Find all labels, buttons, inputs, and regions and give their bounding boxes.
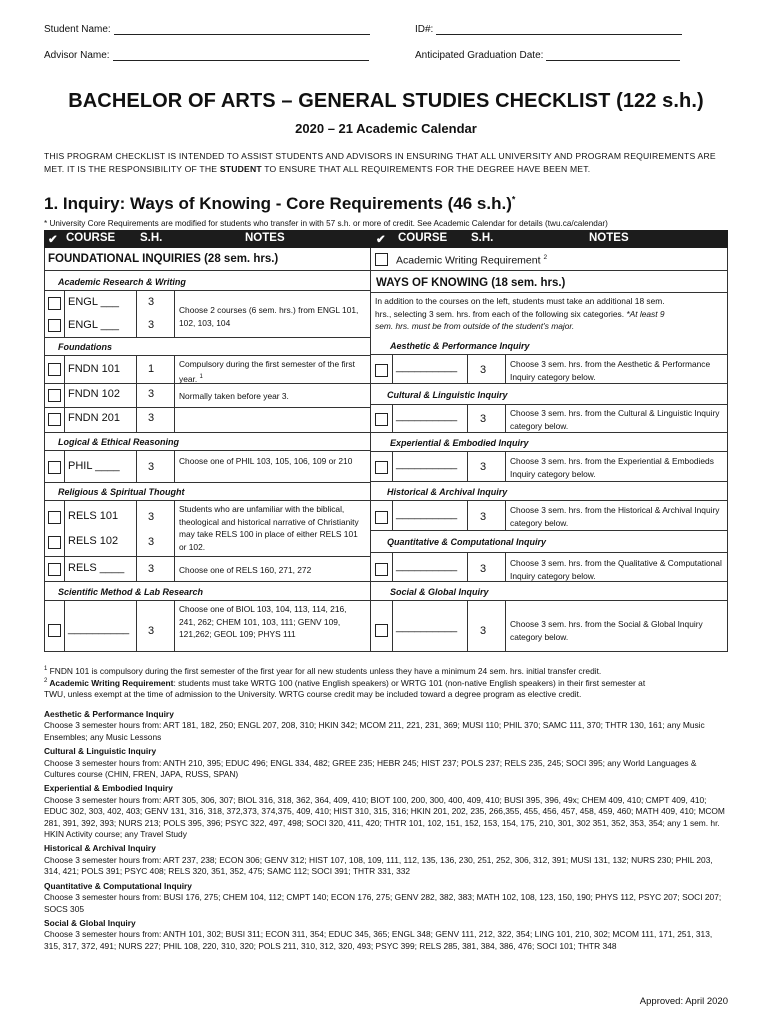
graduation-date-label: Anticipated Graduation Date: <box>415 50 544 61</box>
sh-header-right: S.H. <box>471 232 494 244</box>
fndn201-checkbox[interactable] <box>48 413 61 426</box>
historical-sh: 3 <box>480 511 487 523</box>
section-note: * University Core Requirements are modified for students who transfer in with 57 s.h. or more of credit. See Academic Calendar for details (twu.ca/calendar) <box>44 219 608 228</box>
social-global-sh: 3 <box>480 625 487 637</box>
rels102-course: RELS 102 <box>68 535 119 547</box>
phil-course[interactable]: PHIL ____ <box>68 460 120 472</box>
list-item: Historical & Archival Inquiry Choose 3 semester hours from: ART 237, 238; ECON 306; GENV 312; HIST 107, 108, 109, 111, 112, 135, 136, 230, 251, 252, 306, 312, 391; MUSI 131, 132; NURS 230; PHIL 203, 314, 421; POLS 391; PSYC 408; RELS 320, 351, 352, 475; SAMC 112; SOCI 391; THTR 331, 332 <box>44 843 713 877</box>
quantitative-checkbox[interactable] <box>375 563 388 576</box>
fndn201-course: FNDN 201 <box>68 412 120 424</box>
social-global-checkbox[interactable] <box>375 624 388 637</box>
quantitative-sh: 3 <box>480 563 487 575</box>
list-item: Social & Global Inquiry Choose 3 semester hours from: ANTH 101, 302; BUSI 311; ECON 311, 354; EDUC 345, 365; ENGL 348; GENV 111, 212, 322, 354; LING 101, 210, 302; MCOM 111, 171, 251, 313, 315, 317, 372, 491; NURS 227; PHIL 108, 220, 310, 320; POLS 211, 310, 312, 320, 493; PSYC 399; RELS 285, 381, 384, 386, 476; SOCI 101; THTR 348 <box>44 917 713 951</box>
check-header-icon: ✔ <box>48 234 58 246</box>
phil-note: Choose one of PHIL 103, 105, 106, 109 or 210 <box>179 456 353 466</box>
rels-elective-sh: 3 <box>148 563 155 575</box>
sh-header: S.H. <box>140 232 163 244</box>
page-title: BACHELOR OF ARTS – GENERAL STUDIES CHECKLIST (122 s.h.) <box>68 90 704 112</box>
list-item: Experiential & Embodied Inquiry Choose 3 semester hours from: ART 305, 306, 307; BIOL 316, 318, 362, 364, 409, 410; BIOT 100, 200, 300, 400, 409, 410; BUSI 395, 396, 49x; CHEM 409, 410; CMPT 409, 410; EDUC 302, 303, 402, 403; GENV 131, 316, 318, 372,373, 374,375, 409, 410; HIST 310, 315, 316; HKIN 201, 202, 235, 266,355, 455, 456, 457, 458, 459, 460; MATH 409, 410; MCOM 281, 391, 392, 393; NURS 213; POLS 395, 396; PSYC 322, 497, 498; SOCI 320, 411, 420; THTR 101, 102, 151, 152, 153, 154, 175, 210, 301, 302 351, 352, 353, 354; any 1 sem. hr. HKIN Activity course; any Travel Study <box>44 783 725 840</box>
experiential-course[interactable]: __________ <box>396 458 458 470</box>
quantitative-course[interactable]: __________ <box>396 560 458 572</box>
rels-elective-course[interactable]: RELS ____ <box>68 562 125 574</box>
notes-header-right: NOTES <box>589 232 629 244</box>
awr-checkbox[interactable] <box>375 253 388 266</box>
rels-elective-note: Choose one of RELS 160, 271, 272 <box>179 565 312 575</box>
rels102-checkbox[interactable] <box>48 536 61 549</box>
advisor-name-label: Advisor Name: <box>44 50 110 61</box>
course-header-right: COURSE <box>398 232 448 244</box>
quantitative-note: Choose 3 sem. hrs. from the Qualitative & Computational Inquiry category below. <box>510 558 722 581</box>
intro-line-1: THIS PROGRAM CHECKLIST IS INTENDED TO ASSIST STUDENTS AND ADVISORS IN ENSURING THAT ALL UNIVERSITY AND PROGRAM REQUIREMENTS ARE <box>44 151 716 161</box>
checklist-page <box>44 0 728 1024</box>
approved-date: Approved: April 2020 <box>639 996 728 1007</box>
phil-sh: 3 <box>148 461 155 473</box>
experiential-checkbox[interactable] <box>375 461 388 474</box>
historical-heading: Historical & Archival Inquiry <box>387 487 508 497</box>
graduation-date-field[interactable] <box>415 50 680 61</box>
rels101-course: RELS 101 <box>68 510 119 522</box>
rels101-sh: 3 <box>148 511 155 523</box>
footnote-1: $^1$ FNDN 101 is compulsory during the first semester of the first year for all new students unless they have a minimum 24 sem. hrs. initial transfer credit. <box>44 665 602 676</box>
experiential-heading: Experiential & Embodied Inquiry <box>390 438 529 448</box>
aesthetic-sh: 3 <box>480 364 487 376</box>
fndn201-sh: 3 <box>148 412 155 424</box>
engl-1-checkbox[interactable] <box>48 297 61 310</box>
fndn101-sh: 1 <box>148 363 155 375</box>
student-name-field[interactable] <box>44 24 370 35</box>
list-item: Quantitative & Computational Inquiry Choose 3 semester hours from: BUSI 176, 275; CHEM 104, 112; CMPT 140; ECON 176, 275; GENV 282, 382, 383; MATH 102, 108, 123, 150, 190; PHYS 112, PSYC 207; SOCI 207; SOCS 305 <box>44 880 722 914</box>
check-header-icon-right: ✔ <box>376 234 386 246</box>
list-item: Cultural & Linguistic Inquiry Choose 3 semester hours from: ANTH 210, 395; EDUC 496; ENGL 334, 482; GREE 235; HEBR 245; HIST 237; POLS 237; RELS 235, 245; SOCI 395; any World Languages & Cultures course (CHIN, FREN, JAPA, RUSS, SPAN) <box>44 746 697 780</box>
aesthetic-note: Choose 3 sem. hrs. from the Aesthetic & Performance Inquiry category below. <box>510 359 711 382</box>
engl-1-sh: 3 <box>148 296 155 308</box>
experiential-note: Choose 3 sem. hrs. from the Experiential & Embodieds Inquiry category below. <box>510 456 714 479</box>
experiential-sh: 3 <box>480 461 487 473</box>
engl-1-course[interactable]: ENGL ___ <box>68 296 119 308</box>
historical-course[interactable]: __________ <box>396 508 458 520</box>
cultural-sh: 3 <box>480 413 487 425</box>
footnote-2: $^2$ Academic Writing Requirement: students must take WRTG 100 (native English speakers) or WRTG 101 (non-native English speakers) in their first semester at TWU, unless exempt at the time of admission to the University. WRTG course credit may be included toward a degree program as elective credit. <box>44 677 646 700</box>
foundational-inquiries-heading: FOUNDATIONAL INQUIRIES (28 sem. hrs.) <box>48 253 279 265</box>
cultural-checkbox[interactable] <box>375 413 388 426</box>
fndn102-note: Normally taken before year 3. <box>179 391 289 401</box>
intro-text <box>44 150 728 176</box>
science-sh: 3 <box>148 625 155 637</box>
aesthetic-course[interactable]: __________ <box>396 361 458 373</box>
foundations-heading: Foundations <box>58 342 112 352</box>
historical-note: Choose 3 sem. hrs. from the Historical & Archival Inquiry category below. <box>510 505 720 528</box>
id-field[interactable] <box>415 24 682 35</box>
aesthetic-checkbox[interactable] <box>375 364 388 377</box>
notes-header: NOTES <box>245 232 285 244</box>
phil-checkbox[interactable] <box>48 461 61 474</box>
fndn101-note: Compulsory during the first semester of the first year. $^1$ <box>179 359 355 384</box>
id-label: ID#: <box>415 24 434 35</box>
social-global-course[interactable]: __________ <box>396 621 458 633</box>
cultural-course[interactable]: __________ <box>396 410 458 422</box>
awr-label: Academic Writing Requirement $^2$ <box>396 254 548 267</box>
list-item: Aesthetic & Performance Inquiry Choose 3 semester hours from: ART 181, 182, 250; ENGL 207, 208, 310; HKIN 342; MCOM 211, 221, 231, 369; MUSI 110; PHIL 370; SAMC 111, 370; THTR 130, 161; any Music Ensembles; any Music Lessons <box>44 709 705 742</box>
academic-research-heading: Academic Research & Writing <box>58 277 186 287</box>
science-checkbox[interactable] <box>48 624 61 637</box>
fndn101-checkbox[interactable] <box>48 363 61 376</box>
fndn101-course: FNDN 101 <box>68 363 120 375</box>
course-header: COURSE <box>66 232 116 244</box>
scientific-method-heading: Scientific Method & Lab Research <box>58 587 204 597</box>
social-global-note: Choose 3 sem. hrs. from the Social & Global Inquiry category below. <box>510 619 703 642</box>
page-subtitle: 2020 – 21 Academic Calendar <box>295 121 477 136</box>
ways-of-knowing-heading: WAYS OF KNOWING (18 sem. hrs.) <box>376 277 566 289</box>
logical-ethical-heading: Logical & Ethical Reasoning <box>58 437 180 447</box>
religious-spiritual-heading: Religious & Spiritual Thought <box>58 487 185 497</box>
fndn102-sh: 3 <box>148 388 155 400</box>
table-header <box>44 230 728 248</box>
rels101-checkbox[interactable] <box>48 511 61 524</box>
quantitative-heading: Quantitative & Computational Inquiry <box>387 537 547 547</box>
science-note: Choose one of BIOL 103, 104, 113, 114, 216, 241, 262; CHEM 101, 103, 111; GENV 109, 121,262; GEOL 109; PHYS 111 <box>179 604 347 639</box>
social-global-heading: Social & Global Inquiry <box>390 587 489 597</box>
rels102-sh: 3 <box>148 536 155 548</box>
advisor-name-field[interactable] <box>44 50 369 61</box>
engl-2-sh: 3 <box>148 319 155 331</box>
category-course-lists <box>44 706 728 952</box>
cultural-heading: Cultural & Linguistic Inquiry <box>387 390 508 400</box>
fndn102-checkbox[interactable] <box>48 389 61 402</box>
intro-line-2: MET. IT IS THE RESPONSIBILITY OF THE STUDENT TO ENSURE THAT ALL REQUIREMENTS FOR THE DEGREE HAVE BEEN MET. <box>44 164 591 174</box>
engl-note: Choose 2 courses (6 sem. hrs.) from ENGL 101, 102, 103, 104 <box>179 305 359 328</box>
cultural-note: Choose 3 sem. hrs. from the Cultural & Linguistic Inquiry category below. <box>510 408 720 431</box>
fndn102-course: FNDN 102 <box>68 388 120 400</box>
engl-2-checkbox[interactable] <box>48 319 61 332</box>
aesthetic-heading: Aesthetic & Performance Inquiry <box>390 341 530 351</box>
student-name-label: Student Name: <box>44 24 111 35</box>
science-course[interactable]: __________ <box>68 623 130 635</box>
rels-note: Students who are unfamiliar with the biblical, theological and historical narrative of Christianity may take RELS 100 in place of either RELS 101 or 102. <box>179 504 359 552</box>
rels-elective-checkbox[interactable] <box>48 563 61 576</box>
historical-checkbox[interactable] <box>375 511 388 524</box>
engl-2-course[interactable]: ENGL ___ <box>68 319 119 331</box>
section-title: 1. Inquiry: Ways of Knowing - Core Requirements (46 s.h.)* <box>44 194 516 213</box>
wok-note: In addition to the courses on the left, students must take an additional 18 sem. hrs., selecting 3 sem. hrs. from each of the following six categories. *At least 9 sem. hrs. must be from outside of the student’s major. <box>375 296 665 331</box>
